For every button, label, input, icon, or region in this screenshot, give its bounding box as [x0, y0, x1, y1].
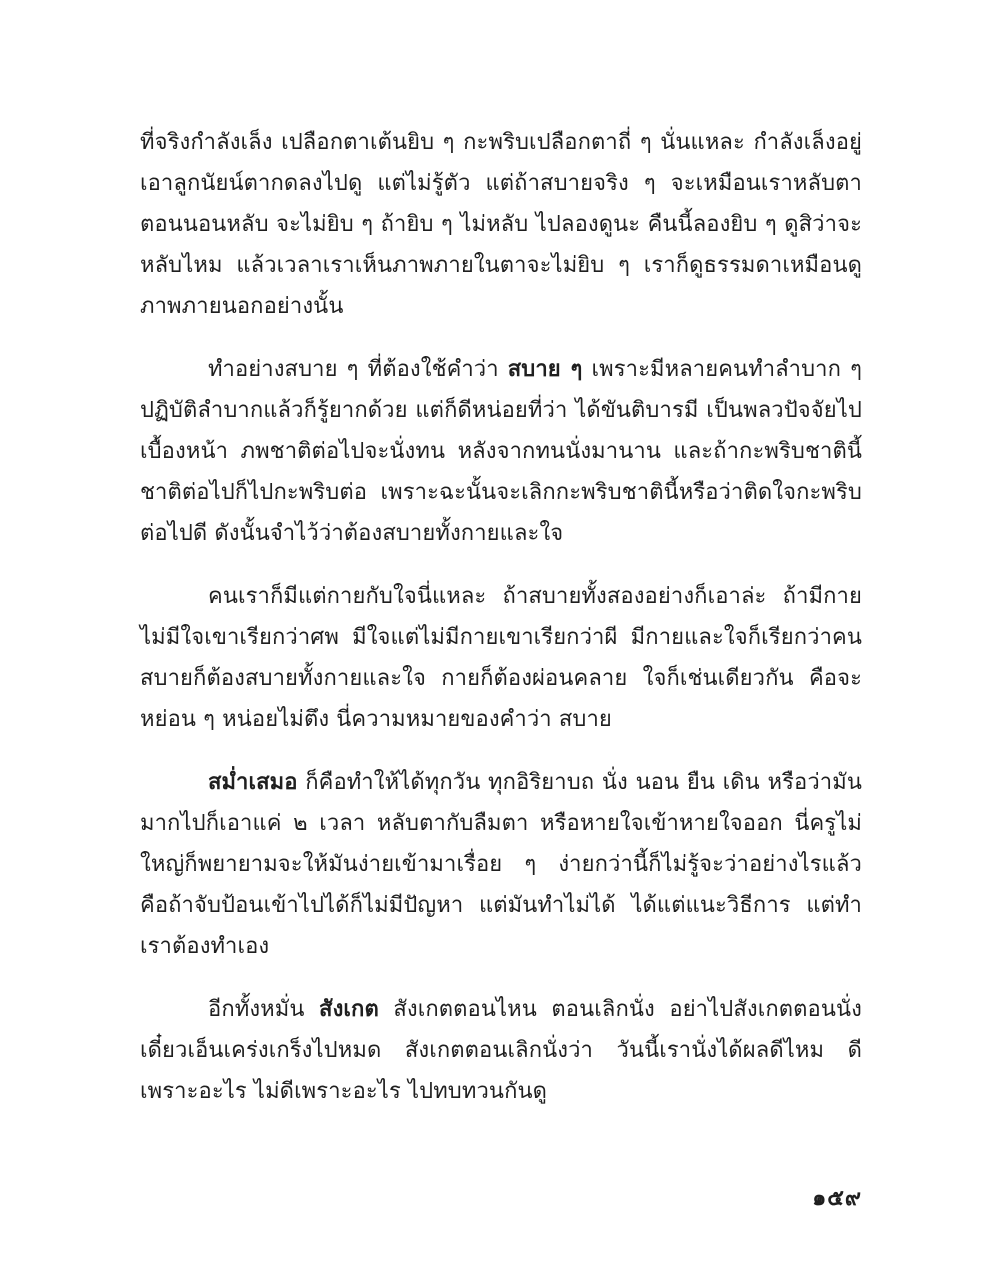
paragraph-4 [140, 762, 862, 967]
paragraph-text: คนเราก็มีแต่กายกับใจนี่แหละ ถ้าสบายทั้งสองอย่างก็เอาล่ะ ถ้ามีกายไม่มีใจเขาเรียกว่าศพ มีใจแต่ไม่มีกายเขาเรียกว่าผี มีกายและใจก็เรียกว่าคน สบายก็ต้องสบายทั้งกายและใจ กายก็ต้องผ่อนคลาย ใจก็เช่นเดียวกัน คือจะหย่อน ๆ หน่อยไม่ตึง นี่ความหมายของคำว่า สบาย [140, 584, 862, 732]
paragraph-1 [140, 122, 862, 327]
paragraph-text: อีกทั้งหมั่น [208, 997, 320, 1022]
body-text [140, 122, 862, 1134]
emphasis-sangket: สังเกต [319, 997, 379, 1022]
paragraph-text: ที่จริงกำลังเล็ง เปลือกตาเต้นยิบ ๆ กะพริบเปลือกตาถี่ ๆ นั่นแหละ กำลังเล็งอยู่ เอาลูกนัยน์ตากดลงไปดู แต่ไม่รู้ตัว แต่ถ้าสบายจริง ๆ จะเหมือนเราหลับตาตอนนอนหลับ จะไม่ยิบ ๆ ถ้ายิบ ๆ ไม่หลับ ไปลองดูนะ คืนนี้ลองยิบ ๆ ดูสิว่าจะหลับไหม แล้วเวลาเราเห็นภาพภายในตาจะไม่ยิบ ๆ เราก็ดูธรรมดาเหมือนดูภาพภายนอกอย่างนั้น [140, 130, 862, 319]
paragraph-3 [140, 576, 862, 740]
page-number: ๑๕๙ [812, 1186, 862, 1211]
emphasis-samoesamoe: สม่ำเสมอ [208, 770, 298, 795]
paragraph-5 [140, 989, 862, 1112]
paragraph-text: ก็คือทำให้ได้ทุกวัน ทุกอิริยาบถ นั่ง นอน ยืน เดิน หรือว่ามันมากไปก็เอาแค่ ๒ เวลา หลับตากับลืมตา หรือหายใจเข้าหายใจออก นี่ครูไม่ใหญ่ก็พยายามจะให้มันง่ายเข้ามาเรื่อย ๆ ง่ายกว่านี้ก็ไม่รู้จะว่าอย่างไรแล้ว คือถ้าจับป้อนเข้าไปได้ก็ไม่มีปัญหา แต่มันทำไม่ได้ ได้แต่แนะวิธีการ แต่ทำเราต้องทำเอง [140, 770, 862, 959]
paragraph-2 [140, 349, 862, 554]
emphasis-sabai: สบาย ๆ [507, 357, 583, 382]
paragraph-text: ทำอย่างสบาย ๆ ที่ต้องใช้คำว่า [208, 357, 508, 382]
paragraph-text: เพราะมีหลายคนทำลำบาก ๆ ปฏิบัติลำบากแล้วก็รู้ยากด้วย แต่ก็ดีหน่อยที่ว่า ได้ขันติบารมี เป็นพลวปัจจัยไปเบื้องหน้า ภพชาติต่อไปจะนั่งทน หลังจากทนนั่งมานาน และถ้ากะพริบชาตินี้ ชาติต่อไปก็ไปกะพริบต่อ เพราะฉะนั้นจะเลิกกะพริบชาตินี้หรือว่าติดใจกะพริบต่อไปดี ดังนั้นจำไว้ว่าต้องสบายทั้งกายและใจ [140, 357, 862, 546]
paragraph-text: สังเกตตอนไหน ตอนเลิกนั่ง อย่าไปสังเกตตอนนั่ง เดี๋ยวเอ็นเคร่งเกร็งไปหมด สังเกตตอนเลิกนั่งว่า วันนี้เรานั่งได้ผลดีไหม ดีเพราะอะไร ไม่ดีเพราะอะไร ไปทบทวนกันดู [140, 997, 862, 1104]
